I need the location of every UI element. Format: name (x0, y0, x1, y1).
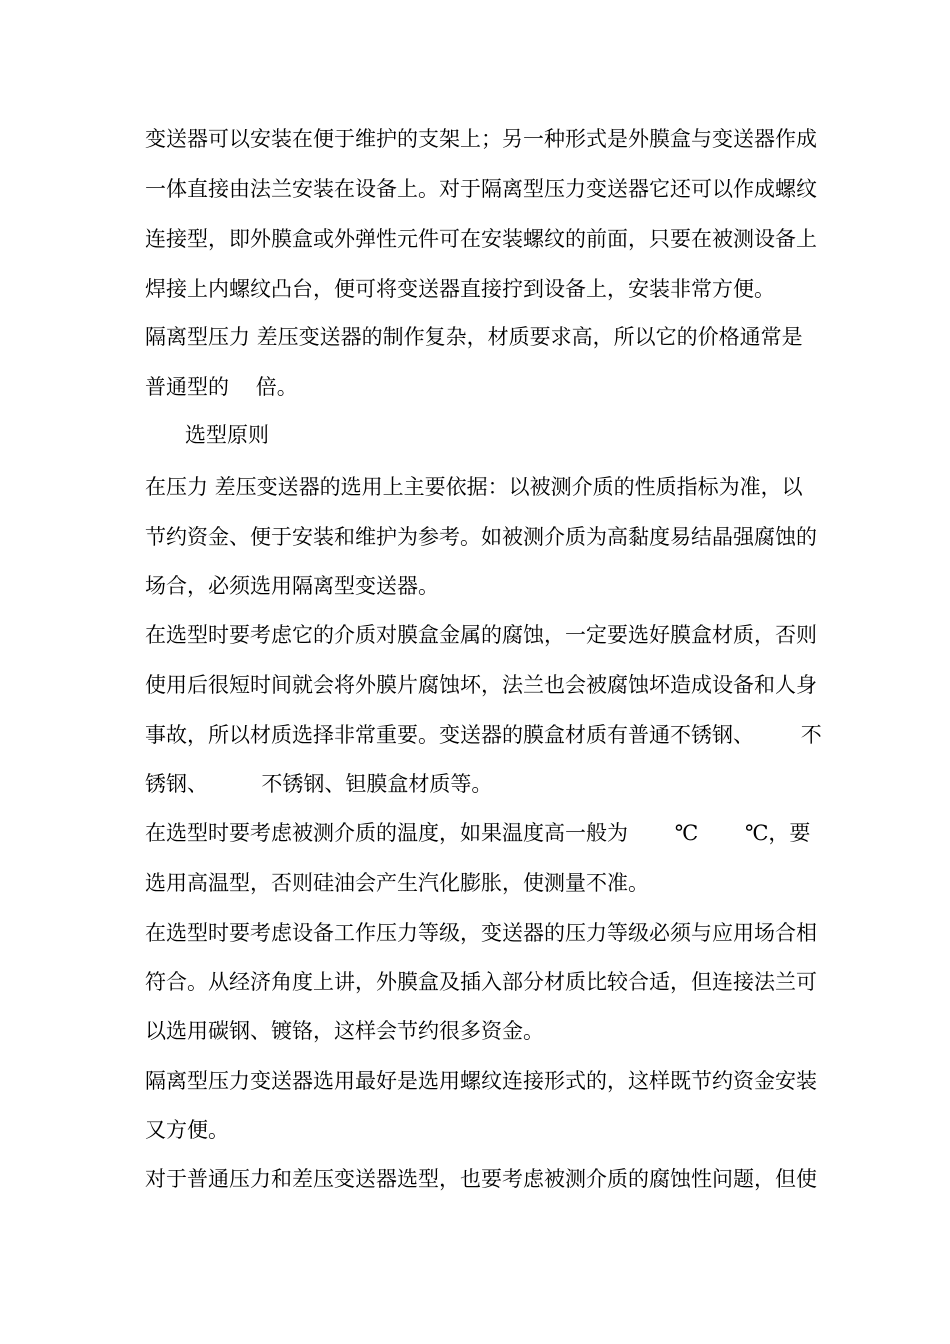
text-line: 在选型时要考虑它的介质对膜盒金属的腐蚀，一定要选好膜盒材质，否则 (145, 623, 817, 647)
section-heading: 选型原则 (145, 423, 270, 447)
text-line: 使用后很短时间就会将外膜片腐蚀坏，法兰也会被腐蚀坏造成设备和人身 (145, 673, 817, 697)
text-line: 焊接上内螺纹凸台，便可将变送器直接拧到设备上，安装非常方便。 (145, 277, 775, 301)
text-line: 隔离型压力 差压变送器的制作复杂，材质要求高，所以它的价格通常是 (145, 325, 803, 349)
text-line: 又方便。 (145, 1118, 229, 1142)
text-line: 对于普通压力和差压变送器选型，也要考虑被测介质的腐蚀性问题，但使 (145, 1167, 817, 1191)
text-line: 在压力 差压变送器的选用上主要依据：以被测介质的性质指标为准，以 (145, 475, 803, 499)
text-line: 符合。从经济角度上讲，外膜盒及插入部分材质比较合适，但连接法兰可 (145, 970, 817, 994)
text-line: 场合，必须选用隔离型变送器。 (145, 574, 439, 598)
text-line: 一体直接由法兰安装在设备上。对于隔离型压力变送器它还可以作成螺纹 (145, 177, 817, 201)
text-line: 在选型时要考虑被测介质的温度，如果温度高一般为 ℃ ℃，要 (145, 821, 811, 845)
text-line: 以选用碳钢、镀铬，这样会节约很多资金。 (145, 1019, 544, 1043)
text-line: 连接型，即外膜盒或外弹性元件可在安装螺纹的前面，只要在被测设备上 (145, 227, 817, 251)
text-line: 普通型的 倍。 (145, 375, 298, 399)
text-line: 在选型时要考虑设备工作压力等级，变送器的压力等级必须与应用场合相 (145, 921, 817, 945)
text-line: 变送器可以安装在便于维护的支架上；另一种形式是外膜盒与变送器作成 (145, 127, 817, 151)
text-line: 锈钢、 不锈钢、钽膜盒材质等。 (145, 772, 493, 796)
text-line: 选用高温型，否则硅油会产生汽化膨胀，使测量不准。 (145, 871, 649, 895)
text-line: 隔离型压力变送器选用最好是选用螺纹连接形式的，这样既节约资金安装 (145, 1069, 817, 1093)
text-line: 节约资金、便于安装和维护为参考。如被测介质为高黏度易结晶强腐蚀的 (145, 525, 817, 549)
text-line: 事故，所以材质选择非常重要。变送器的膜盒材质有普通不锈钢、 不 (145, 723, 822, 747)
